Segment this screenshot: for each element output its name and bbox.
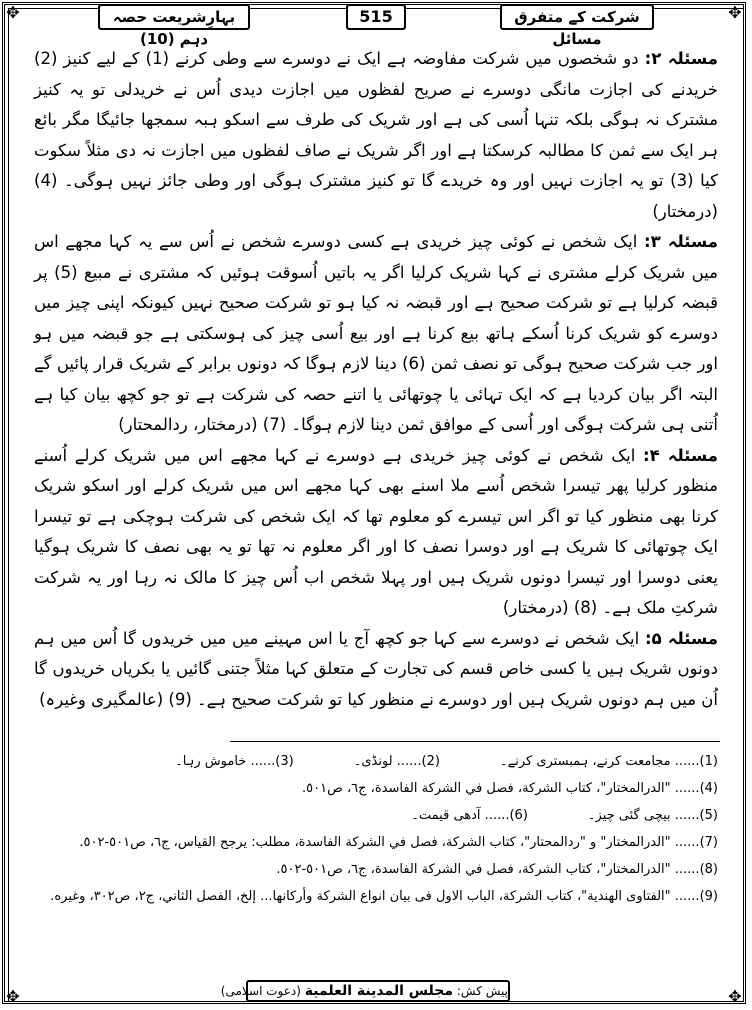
footnote-divider <box>230 741 720 742</box>
masala-paragraph <box>34 227 718 441</box>
footnotes <box>34 748 718 910</box>
footnote-row <box>34 748 718 775</box>
corner-ornament-icon: ✥ <box>728 987 742 1006</box>
masala-paragraph <box>34 441 718 624</box>
chapter-title: شرکت کے متفرق مسائل <box>500 4 654 30</box>
masala-text: ایک شخص نے دوسرے سے کہا جو کچھ آج یا اس مہینے میں میں خریدوں گا اُس میں ہم دونوں شریک ہیں یا کسی خاص قسم کی تجارت کے متعلق کہا مثلاً جتنی گائیں یا بکریاں خریدوں گا اُن میں ہم دونوں شریک ہیں اور دوسرے نے منظور کیا تو شرکت صحیح ہے۔ (9) (عالمگیری وغیرہ) <box>34 628 718 709</box>
footnote: (5)...... بیچی گئی چیز۔ <box>587 808 718 823</box>
footnote: (6)...... آدھی قیمت۔ <box>411 808 528 823</box>
publisher-prefix: پیش کش: <box>456 984 508 998</box>
masala-text: ایک شخص نے کوئی چیز خریدی ہے دوسرے نے کہا مجھے اس میں شریک کرلے اُسنے منظور کرلیا پھر تیسرا شخص اُسے ملا اسنے بھی کہا مجھے اس میں شریک کرلے اور اسکو شریک کرنا بھی منظور کیا تو اگر اس تیسرے کو معلوم تھا کہ ایک شخص کی شرکت ہوچکی ہے تو تیسرا ایک چوتھائی کا شریک ہے اور دوسرا نصف کا اور اگر معلوم نہ تھا تو یہ بھی نصف کا شریک ہوگیا یعنی دوسرا اور تیسرا دونوں شریک ہیں اور پہلا شخص اب اُس چیز کا مالک نہ رہا اور یہ شرکت شرکتِ ملک ہے۔ (8) (درمختار) <box>34 445 718 617</box>
footnote: (8)...... "الدرالمختار"، کتاب الشركة، فصل في الشركة الفاسدة، ج٦، ص٥٠١-٥٠٢. <box>276 862 718 877</box>
masala-label: مسئلہ ۳: <box>643 232 718 251</box>
masala-label: مسئلہ ۲: <box>644 49 719 68</box>
footnote: (4)...... "الدرالمختار"، کتاب الشركة، فصل في الشركة الفاسدة، ج٦، ص٥٠١. <box>302 781 718 796</box>
masala-paragraph <box>34 624 718 716</box>
masala-label: مسئلہ ۴: <box>643 445 719 465</box>
corner-ornament-icon: ✥ <box>6 987 20 1006</box>
footnote: (9)...... "الفتاوی الهندية"، کتاب الشركة، الباب الاول فی بيان انواع الشركة وأركانها... إلخ، الفصل الثاني، ج٢، ص٣٠٢، وغيره. <box>50 889 718 904</box>
publisher-suffix: (دعوت اسلامی) <box>220 984 301 998</box>
masala-text: ایک شخص نے کوئی چیز خریدی ہے کسی دوسرے شخص نے اُس سے یہ کہا مجھے اس میں شریک کرلے مشتری نے کہا شریک کرلیا اگر یہ باتیں اُسوقت ہوئیں کہ مشتری نے مبیع (5) پر قبضہ کرلیا ہے تو شرکت صحیح ہے اور قبضہ نہ کیا ہو تو شرکت صحیح نہیں کیونکہ اپنی چیز میں دوسرے کو شریک کرنا اُسکے ہاتھ بیع کرنا ہے اور بیع اُسی چیز کی ہوسکتی ہے جو قبضہ میں ہو اور جب شرکت صحیح ہوگی تو نصف ثمن (6) دینا لازم ہوگا کہ دونوں برابر کے شریک قرار پائیں گے البتہ اگر بیان کردیا ہے کہ ایک تہائی یا چوتھائی یا اتنے حصہ کی شرکت ہے تو جو کچھ بیان کیا ہے اُتنی ہی شرکت ہوگی اور اُسی کے موافق ثمن دینا لازم ہوگا۔ (7) (درمختار، ردالمحتار) <box>34 232 718 434</box>
masala-text: دو شخصوں میں شرکت مفاوضہ ہے ایک نے دوسرے سے وطی کرنے (1) کے لیے کنیز (2) خریدنے کی اجازت مانگی دوسرے نے صریح لفظوں میں اجازت دیدی اُس نے خریدلی تو یہ کنیز مشترک نہ ہوگی بلکہ تنہا اُسی کی ہے اور شریک کی طرف سے اسکو ہبہ سمجھا جائیگا مگر بائع ہر ایک سے ثمن کا مطالبہ کرسکتا ہے اور اگر شریک نے صاف لفظوں میں اجازت نہ دی مثلاً سکوت کیا (3) تو یہ اجازت نہیں اور وہ خریدے گا تو کنیز مشترک ہوگی اور وطی جائز نہیں ہوگی۔ (4) (درمختار) <box>34 49 718 221</box>
publisher-banner <box>220 980 510 1002</box>
corner-ornament-icon: ✥ <box>728 3 742 22</box>
masala-paragraph <box>34 44 718 227</box>
book-title: بہارِشریعت حصہ دہم (10) <box>98 4 250 30</box>
corner-ornament-icon: ✥ <box>6 3 20 22</box>
page-number: 515 <box>346 4 406 30</box>
main-text <box>34 44 718 734</box>
publisher-name: مجلس المدينة العلمية <box>304 983 454 999</box>
footnote: (7)...... "الدرالمختار" و "ردالمحتار"، کتاب الشركة، فصل في الشركة الفاسدة، مطلب: يرجح القياس، ج٦، ص٥٠١-٥٠٢. <box>79 835 718 850</box>
footnote-row <box>34 802 718 829</box>
footnote: (2)...... لونڈی۔ <box>353 754 440 769</box>
footnote: (1)...... مجامعت کرنے، ہمبستری کرنے۔ <box>499 754 718 769</box>
footnote: (3)...... خاموش رہا۔ <box>175 754 294 769</box>
masala-label: مسئلہ ۵: <box>644 628 719 648</box>
